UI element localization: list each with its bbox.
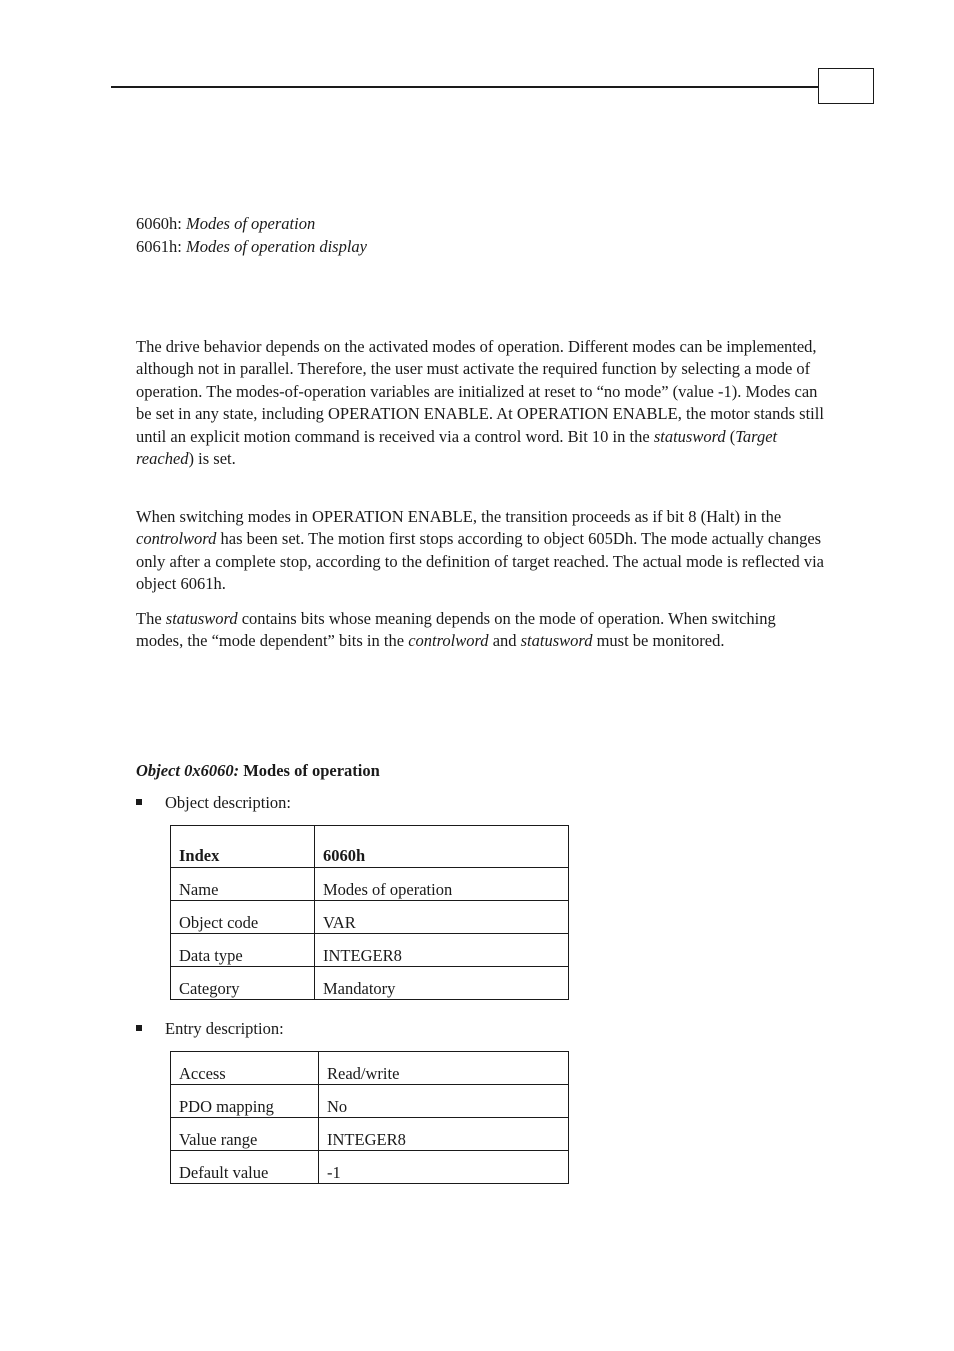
term-statusword: statusword xyxy=(165,609,238,628)
bullet-entry-description xyxy=(136,1019,284,1039)
table-row xyxy=(171,967,569,1000)
paragraph-text: The drive behavior depends on the activated modes of operation. Different modes can be implemented, although not in parallel. Therefore, the user must activate the required function by selecting a mode of operation. The modes-of-operation variables are initialized at reset to “no mode” (value -1). Modes can be set in any state, including OPERATION ENABLE. At OPERATION ENABLE, the motor stands still until an explicit motion command is received via a control word. Bit 10 in the xyxy=(136,337,824,446)
paragraph-drive-behavior xyxy=(136,336,824,470)
table-header-cell: Index xyxy=(171,826,315,868)
object-list-item xyxy=(136,212,367,235)
bullet-square-icon xyxy=(136,1025,142,1031)
table-row xyxy=(171,1052,569,1085)
table-cell-value: No xyxy=(319,1085,569,1118)
object-name: Modes of operation xyxy=(185,214,316,233)
bullet-object-description xyxy=(136,793,292,813)
table-row xyxy=(171,934,569,967)
paragraph-tail: ) is set. xyxy=(188,449,236,469)
table-cell-value: Read/write xyxy=(319,1052,569,1085)
table-cell-value: VAR xyxy=(315,901,569,934)
table-cell-value: Mandatory xyxy=(315,967,569,1000)
bullet-label: Entry description: xyxy=(165,1019,284,1038)
bullet-label: Object description: xyxy=(165,793,292,812)
table-cell-value: INTEGER8 xyxy=(315,934,569,967)
page-number-box xyxy=(818,68,874,104)
object-name: Modes of operation display xyxy=(185,237,367,256)
paragraph-text: contains bits whose meaning depends on the mode of operation. When switching modes, the “mode dependent” bits in the xyxy=(136,609,776,651)
table-cell-key: PDO mapping xyxy=(171,1085,319,1118)
term-controlword: controlword xyxy=(408,631,489,651)
paragraph-text: When switching modes in OPERATION ENABLE, the transition proceeds as if bit 8 (Halt) in the xyxy=(136,507,782,526)
heading-object-id: Object 0x6060: xyxy=(136,761,240,780)
table-cell-key: Name xyxy=(171,868,315,901)
term-target-reached: Target reached xyxy=(136,426,778,469)
object-list xyxy=(136,212,367,258)
object-list-item xyxy=(136,235,367,258)
header-rule xyxy=(111,86,818,88)
table-cell-key: Value range xyxy=(171,1118,319,1151)
table-row xyxy=(171,1118,569,1151)
table-row xyxy=(171,901,569,934)
paren: ( xyxy=(725,426,736,446)
paragraph-statusword-bits xyxy=(136,608,824,653)
object-description-table xyxy=(170,825,569,1000)
table-cell-key: Access xyxy=(171,1052,319,1085)
term-statusword: statusword xyxy=(653,426,726,446)
object-index: 6061h: xyxy=(136,237,182,256)
table-cell-key: Default value xyxy=(171,1151,319,1184)
heading-title: Modes of operation xyxy=(239,761,380,780)
bullet-square-icon xyxy=(136,799,142,805)
conjunction: and xyxy=(488,631,521,651)
object-index: 6060h: xyxy=(136,214,182,233)
section-heading xyxy=(136,761,380,781)
paragraph-switching-modes xyxy=(136,506,824,596)
table-header-row xyxy=(171,826,569,868)
table-cell-value: Modes of operation xyxy=(315,868,569,901)
table-row xyxy=(171,1151,569,1184)
term-controlword: controlword xyxy=(136,529,217,549)
table-cell-key: Category xyxy=(171,967,315,1000)
table-cell-key: Object code xyxy=(171,901,315,934)
table-row xyxy=(171,868,569,901)
entry-description-table xyxy=(170,1051,569,1184)
table-row xyxy=(171,1085,569,1118)
table-header-cell: 6060h xyxy=(315,826,569,868)
table-cell-value: -1 xyxy=(319,1151,569,1184)
table-cell-value: INTEGER8 xyxy=(319,1118,569,1151)
table-cell-key: Data type xyxy=(171,934,315,967)
paragraph-tail: must be monitored. xyxy=(592,631,725,651)
paragraph-lead: The xyxy=(136,609,166,628)
paragraph-tail: has been set. The motion first stops according to object 605Dh. The mode actually changes only after a complete stop, according to the definition of target reached. The actual mode is reflected via object 6061h. xyxy=(136,529,824,594)
term-statusword: statusword xyxy=(520,631,593,651)
